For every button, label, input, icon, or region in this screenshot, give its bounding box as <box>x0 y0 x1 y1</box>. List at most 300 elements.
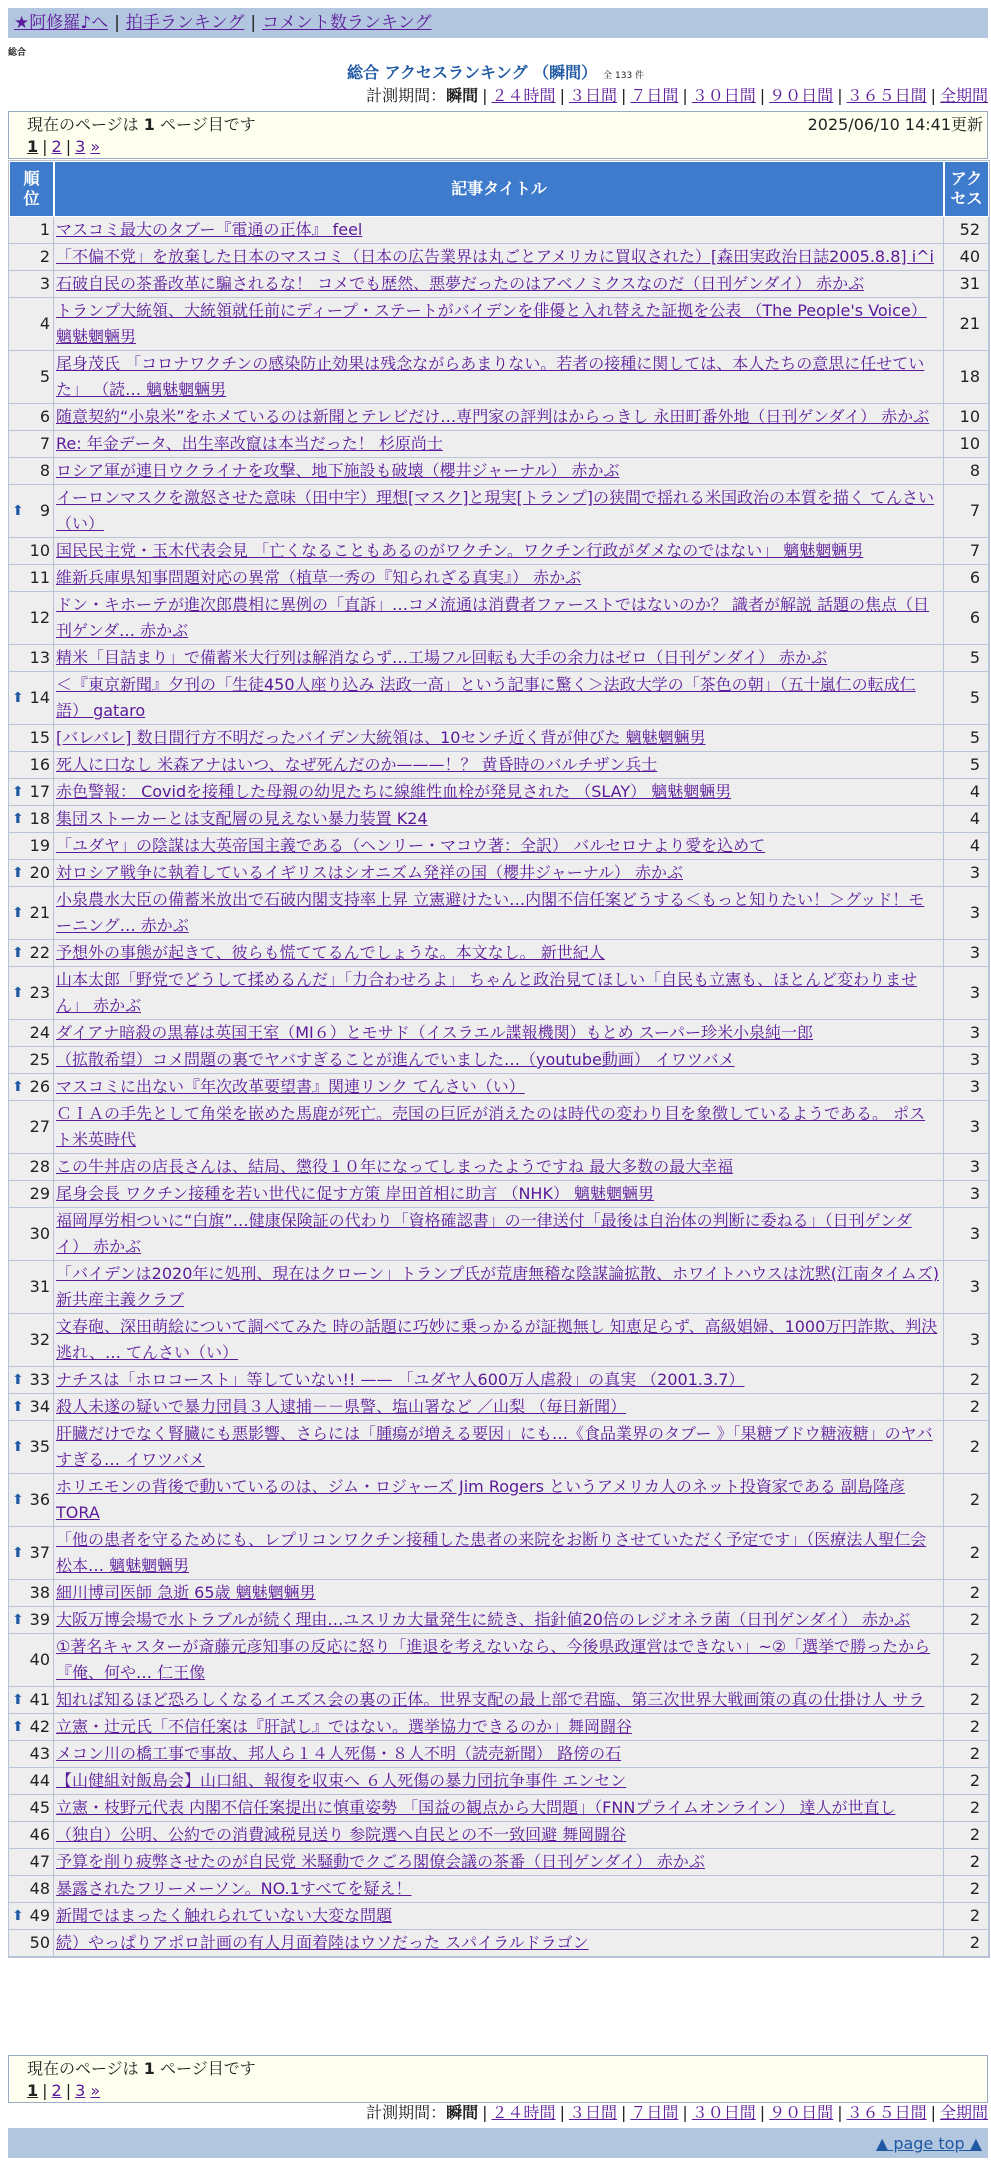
rank-cell <box>9 1261 54 1314</box>
current-page-text-bottom <box>27 2058 969 2080</box>
rank-up-arrow-icon: ⬆ <box>12 985 24 1001</box>
title-cell <box>54 645 944 672</box>
period-separator: | <box>482 2103 488 2122</box>
article-title-link[interactable]: トランプ大統領、大統領就任前にディープ・ステートがバイデンを俳優と入れ替えた証拠を公表 （The People's Voice） 魑魅魍魎男 <box>56 301 927 346</box>
access-count: 2 <box>944 1580 989 1607</box>
article-title-link[interactable]: 続）やっぱりアポロ計画の有人月面着陸はウソだった スパイラルドラゴン <box>56 1933 589 1952</box>
table-row <box>9 592 989 645</box>
period-separator: | <box>620 86 627 105</box>
period-option-link[interactable]: ２４時間 <box>491 86 556 105</box>
article-title-link[interactable]: この牛丼店の店長さんは、結局、懲役１０年になってしまったようですね 最大多数の最大幸福 <box>56 1157 734 1176</box>
table-row <box>9 725 989 752</box>
access-count: 2 <box>944 1849 989 1876</box>
page-title-block <box>0 60 991 83</box>
rank-cell <box>9 725 54 752</box>
article-title-link[interactable]: ドン・キホーテが進次郎農相に異例の「直訴」…コメ流通は消費者ファーストではないのか？ 識者が解説 話題の焦点（日刊ゲンダ… 赤かぶ <box>56 595 930 640</box>
article-title-link[interactable]: 随意契約“小泉米”をホメているのは新聞とテレビだけ…専門家の評判はからっきし 永田町番外地（日刊ゲンダイ） 赤かぶ <box>56 407 930 426</box>
access-count: 40 <box>944 244 989 271</box>
article-title-link[interactable]: 大阪万博会場で水トラブルが続く理由…ユスリカ大量発生に続き、指針値20倍のレジオネラ菌（日刊ゲンダイ） 赤かぶ <box>56 1610 911 1629</box>
title-cell <box>54 833 944 860</box>
article-title-link[interactable]: ロシア軍が連日ウクライナを攻撃、地下施設も破壊（櫻井ジャーナル） 赤かぶ <box>56 461 620 480</box>
article-title-link[interactable]: 予想外の事態が起きて、彼らも慌ててるんでしょうな。本文なし。 新世紀人 <box>56 943 605 962</box>
article-title-link[interactable]: Re: 年金データ、出生率改竄は本当だった！ 杉原尚士 <box>56 434 443 453</box>
rank-number: 49 <box>29 1906 50 1925</box>
period-option-link[interactable]: ３０日間 <box>691 86 756 105</box>
rank-number: 39 <box>29 1610 50 1629</box>
article-title-link[interactable]: 石破自民の茶番改革に騙されるな！ コメでも歴然、悪夢だったのはアベノミクスなのだ（日刊ゲンダイ） 赤かぶ <box>56 274 865 293</box>
rank-cell <box>9 672 54 725</box>
access-count: 2 <box>944 1367 989 1394</box>
period-separator: | <box>559 2103 565 2122</box>
access-count: 2 <box>944 1421 989 1474</box>
period-option-link[interactable]: ２４時間 <box>491 2103 556 2122</box>
access-count: 2 <box>944 1741 989 1768</box>
rank-number: 9 <box>39 501 50 520</box>
access-count: 7 <box>944 485 989 538</box>
title-cell <box>54 271 944 298</box>
rank-cell <box>9 1154 54 1181</box>
rank-number: 26 <box>29 1077 50 1096</box>
access-count: 10 <box>944 431 989 458</box>
access-count: 2 <box>944 1795 989 1822</box>
title-cell <box>54 1714 944 1741</box>
updated-timestamp: 2025/06/10 14:41更新 <box>807 115 983 134</box>
period-current: 瞬間 <box>446 2103 479 2122</box>
title-cell <box>54 1580 944 1607</box>
table-row <box>9 887 989 940</box>
table-row <box>9 833 989 860</box>
article-title-link[interactable]: 暴露されたフリーメーソン。NO.1すべてを疑え！ <box>56 1879 412 1898</box>
article-title-link[interactable]: マスコミに出ない『年次改革要望書』関連リンク てんさい（い） <box>56 1077 525 1096</box>
period-option-link[interactable]: ７日間 <box>630 2103 679 2122</box>
rank-cell <box>9 431 54 458</box>
title-cell <box>54 806 944 833</box>
article-title-link[interactable]: 山本太郎「野党でどうして揉めるんだ」「力合わせろよ」 ちゃんと政治見てほしい「自民も立憲も、ほとんど変わりません」 赤かぶ <box>56 970 918 1015</box>
rank-number: 10 <box>29 541 50 560</box>
article-title-link[interactable]: ダイアナ暗殺の黒幕は英国王室（MI６）とモサド（イスラエル諜報機関）もとめ スーパー珍米小泉純一郎 <box>56 1023 814 1042</box>
bottom-bar <box>8 2128 988 2158</box>
title-cell <box>54 1154 944 1181</box>
rank-number: 15 <box>29 728 50 747</box>
article-title-link[interactable]: 細川博司医師 急逝 65歳 魑魅魍魎男 <box>56 1583 316 1602</box>
rank-number: 18 <box>29 809 50 828</box>
table-row <box>9 1876 989 1903</box>
table-row <box>9 1741 989 1768</box>
article-title-link[interactable]: 立憲・辻元氏「不信任案は『肝試し』ではない。選挙協力できるのか」舞岡闘谷 <box>56 1717 633 1736</box>
period-separator: | <box>930 2103 936 2122</box>
table-row <box>9 351 989 404</box>
table-row <box>9 1208 989 1261</box>
title-cell <box>54 1849 944 1876</box>
period-separator: | <box>482 86 488 105</box>
title-cell <box>54 538 944 565</box>
period-option-link[interactable]: ３日間 <box>568 2103 617 2122</box>
access-count: 3 <box>944 1047 989 1074</box>
title-cell <box>54 1741 944 1768</box>
current-page-prefix: 現在のページは <box>27 2059 139 2078</box>
rank-cell <box>9 833 54 860</box>
article-title-link[interactable]: （独自）公明、公約での消費減税見送り 参院選へ自民との不一致回避 舞岡闘谷 <box>56 1825 627 1844</box>
rank-number: 37 <box>29 1543 50 1562</box>
access-count: 3 <box>944 1074 989 1101</box>
rank-cell <box>9 271 54 298</box>
table-row <box>9 1822 989 1849</box>
access-count: 5 <box>944 645 989 672</box>
access-count: 2 <box>944 1394 989 1421</box>
period-option-link[interactable]: 全期間 <box>939 86 988 105</box>
table-row <box>9 1314 989 1367</box>
rank-number: 21 <box>29 903 50 922</box>
article-title-link[interactable]: メコン川の橋工事で事故、邦人ら１４人死傷・８人不明（読売新聞） 路傍の石 <box>56 1744 622 1763</box>
table-row <box>9 431 989 458</box>
article-title-link[interactable]: 集団ストーカーとは支配層の見えない暴力装置 K24 <box>56 809 428 828</box>
table-row <box>9 485 989 538</box>
rank-cell <box>9 1421 54 1474</box>
rank-up-arrow-icon: ⬆ <box>12 811 24 827</box>
rank-up-arrow-icon: ⬆ <box>12 690 24 706</box>
title-cell <box>54 351 944 404</box>
rank-cell <box>9 1607 54 1634</box>
access-count: 3 <box>944 887 989 940</box>
table-row <box>9 672 989 725</box>
article-title-link[interactable]: 「他の患者を守るためにも、レプリコンワクチン接種した患者の来院をお断りさせていただく予定です」（医療法人聖仁会 松本… 魑魅魍魎男 <box>56 1530 927 1575</box>
article-title-link[interactable]: 精米「目詰まり」で備蓄米大行列は解消ならず…工場フル回転も大手の余力はゼロ（日刊ゲンダイ） 赤かぶ <box>56 648 828 667</box>
article-title-link[interactable]: 「不偏不党」を放棄した日本のマスコミ（日本の広告業界は丸ごとアメリカに買収された）[森田実政治日誌2005.8.8] i^i <box>56 247 934 266</box>
article-title-link[interactable]: 尾身会長 ワクチン接種を若い世代に促す方策 岸田首相に助言 （NHK） 魑魅魍魎男 <box>56 1184 655 1203</box>
rank-cell <box>9 298 54 351</box>
title-cell <box>54 779 944 806</box>
access-count: 5 <box>944 752 989 779</box>
current-page-number: 1 <box>143 115 155 134</box>
clap-ranking-link[interactable]: 拍手ランキング <box>125 13 245 33</box>
access-count: 6 <box>944 592 989 645</box>
rank-number: 38 <box>29 1583 50 1602</box>
rank-cell <box>9 1822 54 1849</box>
period-option-link[interactable]: ７日間 <box>630 86 679 105</box>
period-option-link[interactable]: ９０日間 <box>769 2103 834 2122</box>
access-count: 10 <box>944 404 989 431</box>
article-title-link[interactable]: 知れば知るほど恐ろしくなるイエズス会の裏の正体。世界支配の最上部で君臨、第三次世界大戦画策の真の仕掛け人 サラ <box>56 1690 925 1709</box>
article-title-link[interactable]: 死人に口なし 米森アナはいつ、なぜ死んだのか———！？ 黄昏時のバルチザン兵士 <box>56 755 658 774</box>
title-cell <box>54 725 944 752</box>
period-option-link[interactable]: ９０日間 <box>769 86 834 105</box>
table-row <box>9 565 989 592</box>
category-label: 総合 <box>8 48 27 58</box>
rank-cell <box>9 1849 54 1876</box>
article-title-link[interactable]: 立憲・枝野元代表 内閣不信任案提出に慎重姿勢 「国益の観点から大問題」（FNNプライムオンライン） 達人が世直し <box>56 1798 896 1817</box>
access-count: 18 <box>944 351 989 404</box>
title-cell <box>54 217 944 244</box>
rank-up-arrow-icon: ⬆ <box>12 1612 24 1628</box>
pager-separator: | <box>65 2081 72 2100</box>
table-row <box>9 1607 989 1634</box>
rank-up-arrow-icon: ⬆ <box>12 784 24 800</box>
period-separator: | <box>682 86 688 105</box>
current-page-number: 1 <box>143 2059 155 2078</box>
table-row <box>9 458 989 485</box>
rank-number: 14 <box>29 688 50 707</box>
rank-cell <box>9 1687 54 1714</box>
table-row <box>9 217 989 244</box>
table-row <box>9 860 989 887</box>
rank-cell <box>9 645 54 672</box>
access-count: 5 <box>944 725 989 752</box>
title-cell <box>54 1101 944 1154</box>
article-title-link[interactable]: ①著名キャスターが斎藤元彦知事の反応に怒り「進退を考えないなら、今後県政運営はできない」~②「選挙で勝ったから『俺、何や… 仁王像 <box>56 1637 931 1682</box>
rank-number: 7 <box>39 434 50 453</box>
period-option-link[interactable]: ３６５日間 <box>846 2103 927 2122</box>
rank-cell <box>9 1020 54 1047</box>
access-count: 2 <box>944 1714 989 1741</box>
rank-number: 24 <box>29 1023 50 1042</box>
pager-separator: | <box>42 137 48 156</box>
title-cell <box>54 244 944 271</box>
period-separator: | <box>559 86 565 105</box>
rank-cell <box>9 1367 54 1394</box>
article-title-link[interactable]: 「ユダヤ」の陰謀は大英帝国主義である（ヘンリー・マコウ著：全訳） バルセロナより愛を込めて <box>56 836 766 855</box>
access-count: 3 <box>944 1261 989 1314</box>
access-count: 52 <box>944 217 989 244</box>
rank-number: 19 <box>29 836 50 855</box>
rank-up-arrow-icon: ⬆ <box>12 1439 24 1455</box>
period-selector-bottom <box>88 2103 988 2123</box>
article-title-link[interactable]: 「バイデンは2020年に処刑、現在はクローン」トランプ氏が荒唐無稽な陰謀論拡散、ホワイトハウスは沈黙(江南タイムズ) 新共産主義クラブ <box>56 1264 939 1309</box>
table-row <box>9 1795 989 1822</box>
title-cell <box>54 1208 944 1261</box>
rank-cell <box>9 887 54 940</box>
rank-number: 40 <box>29 1650 50 1669</box>
article-title-link[interactable]: 福岡厚労相ついに“白旗”…健康保険証の代わり「資格確認書」の一律送付「最後は自治体の判断に委ねる」（日刊ゲンダイ） 赤かぶ <box>56 1211 912 1256</box>
article-title-link[interactable]: 文春砲、深田萌絵について調べてみた 時の話題に巧妙に乗っかるが証拠無し 知恵足らず、高級娼婦、1000万円詐欺、判決逃れ、… てんさい（い） <box>56 1317 938 1362</box>
title-cell <box>54 1822 944 1849</box>
table-row <box>9 1714 989 1741</box>
article-title-link[interactable]: ナチスは「ホロコースト」等していない!! —— 「ユダヤ人600万人虐殺」の真実 （2001.3.7） <box>56 1370 745 1389</box>
rank-number: 28 <box>29 1157 50 1176</box>
rank-cell <box>9 1714 54 1741</box>
table-row <box>9 1074 989 1101</box>
table-row <box>9 806 989 833</box>
rank-number: 27 <box>29 1117 50 1136</box>
title-cell <box>54 1020 944 1047</box>
comment-ranking-link[interactable]: コメント数ランキング <box>262 13 432 33</box>
access-count: 4 <box>944 779 989 806</box>
title-cell <box>54 431 944 458</box>
rank-number: 50 <box>29 1933 50 1952</box>
rank-number: 42 <box>29 1717 50 1736</box>
table-row <box>9 538 989 565</box>
article-title-link[interactable]: （拡散希望）コメ問題の裏でヤバすぎることが進んでいました…（youtube動画） イワツバメ <box>56 1050 735 1069</box>
top-nav-bar <box>8 8 988 38</box>
access-count: 2 <box>944 1687 989 1714</box>
rank-cell <box>9 1930 54 1957</box>
article-title-link[interactable]: 予算を削り疲弊させたのが自民党 米騒動でクごろ閣僚会議の茶番（日刊ゲンダイ） 赤かぶ <box>56 1852 705 1871</box>
title-cell <box>54 887 944 940</box>
rank-number: 12 <box>29 608 50 627</box>
page-top-link[interactable]: ▲ page top ▲ <box>875 2134 982 2153</box>
ranking-table <box>8 160 990 1958</box>
rank-number: 29 <box>29 1184 50 1203</box>
rank-cell <box>9 1181 54 1208</box>
access-count: 2 <box>944 1474 989 1527</box>
title-cell <box>54 298 944 351</box>
rank-header-label: 順 位 <box>23 169 40 208</box>
article-title-link[interactable]: 尾身茂氏 「コロナワクチンの感染防止効果は残念ながらあまりない。若者の接種に関しては、本人たちの意思に任せていた」 （読… 魑魅魍魎男 <box>56 354 925 399</box>
rank-up-arrow-icon: ⬆ <box>12 1399 24 1415</box>
table-row <box>9 1101 989 1154</box>
article-title-link[interactable]: 殺人未遂の疑いで暴力団員３人逮捕－－県警、塩山署など ／山梨 （毎日新聞） <box>56 1397 627 1416</box>
rank-number: 5 <box>39 367 50 386</box>
access-count: 2 <box>944 1930 989 1957</box>
article-title-link[interactable]: 赤色警報： Covidを接種した母親の幼児たちに線維性血栓が発見された （SLAY） 魑魅魍魎男 <box>56 782 732 801</box>
pager-page-link[interactable]: 2 <box>51 137 62 156</box>
title-cell <box>54 1181 944 1208</box>
period-selector-top <box>88 86 988 106</box>
table-row <box>9 271 989 298</box>
title-cell <box>54 1634 944 1687</box>
rank-cell <box>9 1741 54 1768</box>
period-label: 計測期間： <box>366 2103 447 2122</box>
nav-separator: | <box>114 13 120 33</box>
rank-number: 32 <box>29 1330 50 1349</box>
rank-number: 6 <box>39 407 50 426</box>
pager-page-link[interactable]: 3 <box>75 2081 86 2100</box>
access-count: 3 <box>944 860 989 887</box>
rank-number: 33 <box>29 1370 50 1389</box>
period-separator: | <box>837 2103 843 2122</box>
pager-page-link[interactable]: 3 <box>75 137 86 156</box>
table-row <box>9 1181 989 1208</box>
access-count: 2 <box>944 1768 989 1795</box>
rank-up-arrow-icon: ⬆ <box>12 1545 24 1561</box>
access-count: 21 <box>944 298 989 351</box>
rank-number: 36 <box>29 1490 50 1509</box>
article-title-link[interactable]: 国民民主党・玉木代表会見 「亡くなることもあるのがワクチン。ワクチン行政がダメなのではない」 魑魅魍魎男 <box>56 541 864 560</box>
current-page-suffix: ページ目です <box>160 115 256 134</box>
title-cell <box>54 1261 944 1314</box>
title-cell <box>54 458 944 485</box>
table-row <box>9 967 989 1020</box>
rank-cell <box>9 1314 54 1367</box>
table-row <box>9 1367 989 1394</box>
article-title-link[interactable]: 新聞ではまったく触れられていない大変な問題 <box>56 1906 393 1925</box>
table-row <box>9 1634 989 1687</box>
rank-number: 1 <box>39 220 50 239</box>
rank-cell <box>9 351 54 404</box>
title-cell <box>54 940 944 967</box>
title-cell <box>54 1047 944 1074</box>
title-cell <box>54 672 944 725</box>
article-title-link[interactable]: 肝臓だけでなく腎臓にも悪影響、さらには「腫瘍が増える要因」にも…《食品業界のタブー 》「果糖ブドウ糖液糖」のヤバすぎる… イワツバメ <box>56 1424 933 1469</box>
period-option-link[interactable]: ３６５日間 <box>846 86 927 105</box>
period-option-link[interactable]: 全期間 <box>939 2103 988 2122</box>
access-count: 2 <box>944 1527 989 1580</box>
title-cell <box>54 1607 944 1634</box>
page-title: 総合 アクセスランキング （瞬間） <box>346 63 598 82</box>
article-title-link[interactable]: ＜『東京新聞』夕刊の「生徒450人座り込み 法政一高」という記事に驚く＞法政大学の「茶色の朝」（五十嵐仁の転成仁語） gataro <box>56 675 916 720</box>
pager-current-page: 1 <box>27 137 39 156</box>
rank-up-arrow-icon: ⬆ <box>12 945 24 961</box>
period-option-link[interactable]: ３日間 <box>568 86 617 105</box>
table-row <box>9 1154 989 1181</box>
rank-cell <box>9 779 54 806</box>
article-title-link[interactable]: ホリエモンの背後で動いているのは、ジム・ロジャーズ Jim Rogers というアメリカ人のネット投資家である 副島隆彦 TORA <box>56 1477 905 1522</box>
access-count: 7 <box>944 538 989 565</box>
pager-next-link[interactable]: » <box>90 137 101 156</box>
table-row <box>9 244 989 271</box>
rank-cell <box>9 1208 54 1261</box>
title-cell <box>54 404 944 431</box>
table-row <box>9 752 989 779</box>
rank-number: 13 <box>29 648 50 667</box>
access-header <box>944 161 989 217</box>
asyura-home-link[interactable]: ★阿修羅♪へ <box>14 13 109 33</box>
table-row <box>9 1261 989 1314</box>
article-title-link[interactable]: 維新兵庫県知事問題対応の異常（植草一秀の『知られざる真実』） 赤かぶ <box>56 568 582 587</box>
rank-up-arrow-icon: ⬆ <box>12 1692 24 1708</box>
period-separator: | <box>759 2103 766 2122</box>
access-count: 4 <box>944 806 989 833</box>
table-row <box>9 779 989 806</box>
title-cell <box>54 565 944 592</box>
rank-number: 11 <box>29 568 50 587</box>
rank-number: 2 <box>39 247 50 266</box>
article-title-link[interactable]: マスコミ最大のタブー『電通の正体』 feel <box>56 220 363 239</box>
title-cell <box>54 1903 944 1930</box>
period-option-link[interactable]: ３０日間 <box>691 2103 756 2122</box>
info-box-top <box>8 111 988 159</box>
rank-number: 34 <box>29 1397 50 1416</box>
article-title-link[interactable]: イーロンマスクを激怒させた意味（田中宇）理想[マスク]と現実[トランプ]の狭間で揺れる米国政治の本質を描く てんさい（い） <box>56 488 935 533</box>
rank-number: 48 <box>29 1879 50 1898</box>
article-title-link[interactable]: 小泉農水大臣の備蓄米放出で石破内閣支持率上昇 立憲避けたい…内閣不信任案どうする＜もっと知りたい！＞グッド！モーニング… 赤かぶ <box>56 890 925 935</box>
table-row <box>9 1687 989 1714</box>
table-row <box>9 1930 989 1957</box>
rank-cell <box>9 1074 54 1101</box>
rank-up-arrow-icon: ⬆ <box>12 503 24 519</box>
article-title-link[interactable]: 【山健組対飯島会】山口組、報復を収束へ ６人死傷の暴力団抗争事件 エンセン <box>56 1771 627 1790</box>
title-cell <box>54 485 944 538</box>
access-count: 2 <box>944 1822 989 1849</box>
table-row <box>9 1527 989 1580</box>
article-title-link[interactable]: 対ロシア戦争に執着しているイギリスはシオニズム発祥の国（櫻井ジャーナル） 赤かぶ <box>56 863 684 882</box>
rank-number: 23 <box>29 983 50 1002</box>
article-title-link[interactable]: ＣＩＡの手先として角栄を嵌めた馬鹿が死亡。売国の巨匠が消えたのは時代の変わり目を象徴しているようである。 ポスト米英時代 <box>56 1104 926 1149</box>
pager-top <box>27 136 969 158</box>
table-row <box>9 1849 989 1876</box>
access-count: 5 <box>944 672 989 725</box>
pager-next-link[interactable]: » <box>90 2081 101 2100</box>
pager-page-link[interactable]: 2 <box>51 2081 62 2100</box>
table-row <box>9 645 989 672</box>
rank-cell <box>9 1580 54 1607</box>
rank-number: 45 <box>29 1798 50 1817</box>
table-row <box>9 1421 989 1474</box>
rank-cell <box>9 940 54 967</box>
title-cell <box>54 1768 944 1795</box>
access-count: 2 <box>944 1634 989 1687</box>
rank-cell <box>9 458 54 485</box>
table-row <box>9 940 989 967</box>
rank-cell <box>9 244 54 271</box>
rank-number: 20 <box>29 863 50 882</box>
rank-number: 16 <box>29 755 50 774</box>
access-count: 4 <box>944 833 989 860</box>
period-label: 計測期間： <box>366 86 447 105</box>
pager-separator: | <box>65 137 72 156</box>
access-count: 3 <box>944 940 989 967</box>
article-title-link[interactable]: [バレバレ] 数日間行方不明だったバイデン大統領は、10センチ近く背が伸びた 魑魅魍魎男 <box>56 728 706 747</box>
title-cell <box>54 592 944 645</box>
